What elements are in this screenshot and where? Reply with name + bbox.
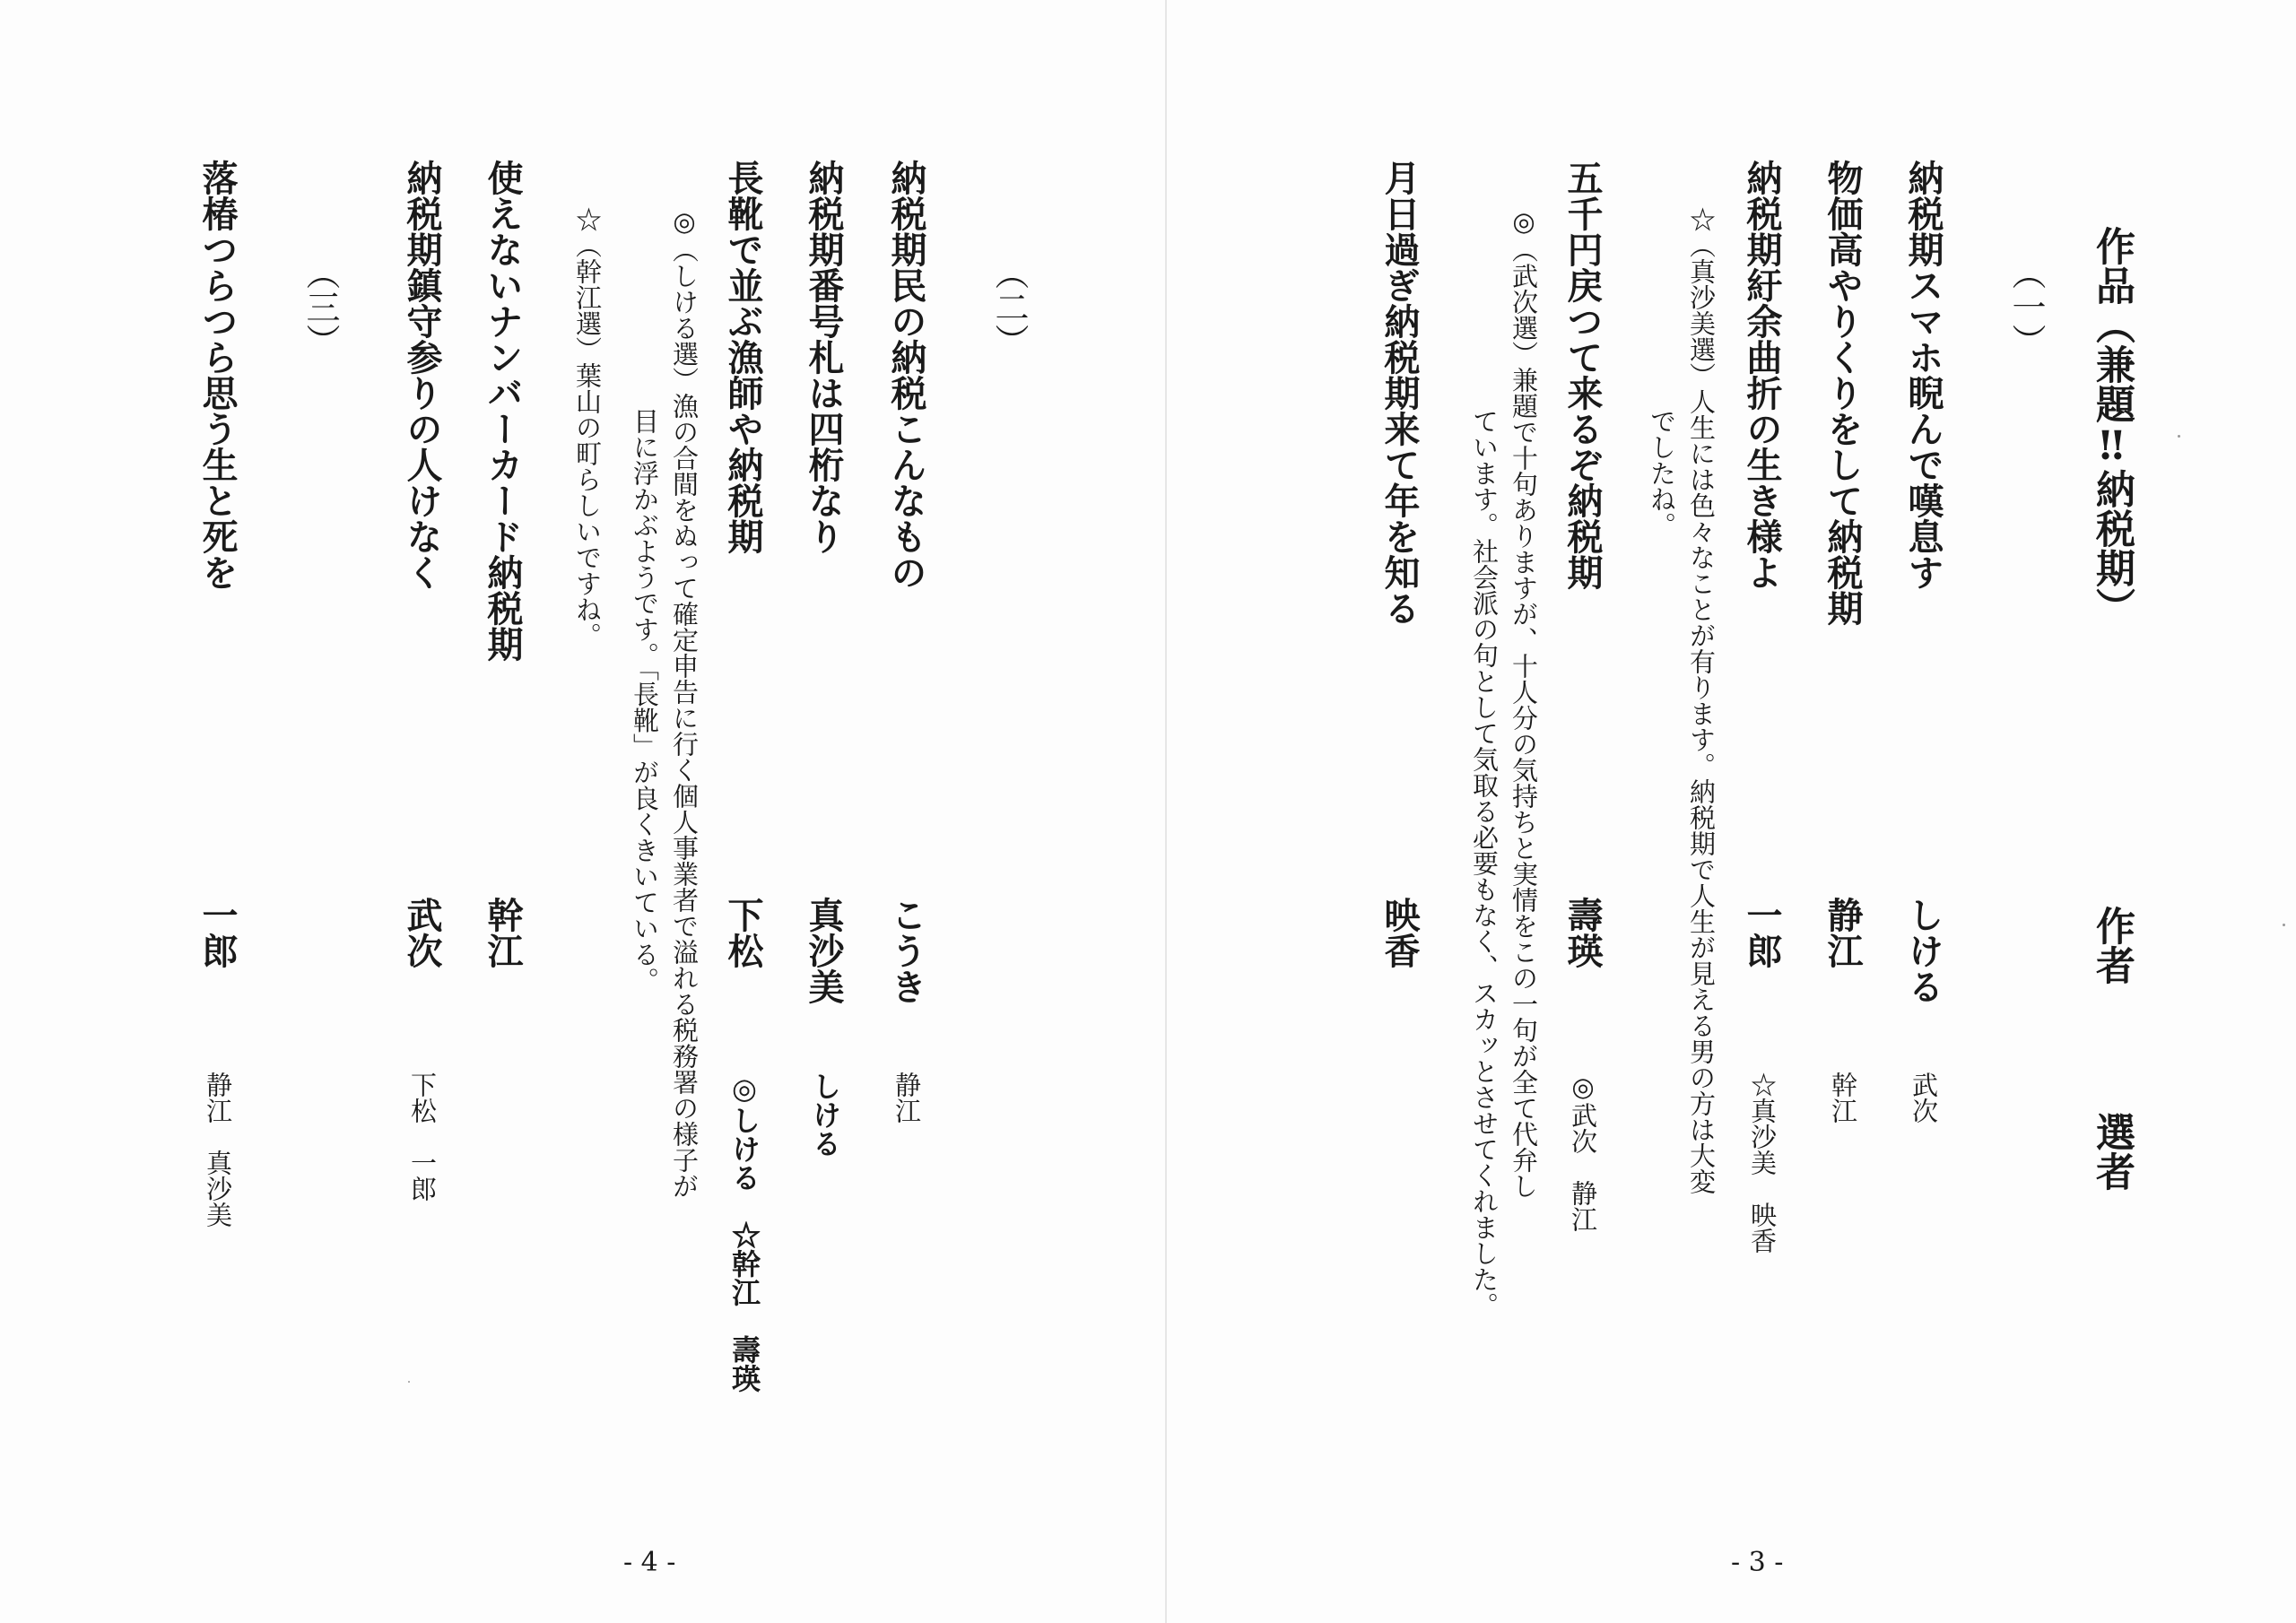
haiku: 使えないナンバーカード納税期 (482, 160, 524, 662)
author-name: 壽瑛 (1561, 897, 1604, 968)
selector-names: 幹江 (1828, 1072, 1858, 1124)
author-name: 下松 (722, 897, 764, 968)
scan-speck (2283, 924, 2285, 926)
selector-comment-line: でしたね。 (1647, 408, 1677, 538)
header-author: 作者 (2089, 906, 2135, 985)
selector-comment-line: ◎（しける選）漁の合間をぬって確定申告に行く個人事業者で溢れる税務署の様子が (669, 206, 700, 1199)
haiku: 納税期紆余曲折の生き様よ (1741, 160, 1783, 590)
author-name: 一郎 (196, 897, 239, 968)
selector-names: ☆真沙美 映香 (1747, 1072, 1778, 1254)
author-name: 真沙美 (803, 897, 845, 1004)
haiku: 納税期スマホ睨んで嘆息す (1902, 160, 1944, 590)
haiku: 月日過ぎ納税期来て年を知る (1378, 160, 1421, 626)
author-name: 一郎 (1741, 897, 1783, 968)
page-fold-divider (1165, 0, 1167, 1623)
selector-names: ◎武次 静江 (1568, 1072, 1598, 1232)
haiku: 納税期鎮守参りの人けなく (401, 160, 443, 590)
selector-comment-line: 目に浮かぶようです。「長靴」が良くきいている。 (630, 408, 660, 994)
haiku: 落椿つらつら思う生と死を (196, 160, 239, 590)
page-title: 作品（兼題‼納税期） (2089, 226, 2135, 627)
author-name: 静江 (1822, 897, 1864, 968)
haiku: 納税期民の納税こんなもの (885, 160, 927, 590)
header-selector: 選者 (2089, 1112, 2135, 1191)
scan-speck (408, 1381, 410, 1383)
page-number: - 3 - (1731, 1547, 1784, 1578)
haiku: 物価高やりくりをして納税期 (1822, 160, 1864, 626)
scan-speck (2178, 435, 2180, 438)
selector-names: 静江 (891, 1072, 922, 1124)
selector-comment-line: ◎（武次選）兼題で十句ありますが、十人分の気持ちと実情をこの一句が全て代弁し (1509, 206, 1539, 1199)
selector-names: 静江 真沙美 (203, 1072, 233, 1228)
author-name: 幹江 (482, 897, 524, 968)
selector-names: ◎しける ☆幹江 壽瑛 (727, 1072, 761, 1393)
section-heading-3: （三） (300, 256, 340, 358)
selector-names: しける (808, 1072, 842, 1158)
selector-names: 武次 (1909, 1072, 1939, 1124)
selector-comment-line: ています。社会派の句として気取る必要もなく、スカッとさせてくれました。 (1469, 408, 1500, 1318)
page-number: - 4 - (623, 1547, 676, 1578)
author-name: 映香 (1378, 897, 1421, 968)
author-name: 武次 (401, 897, 443, 968)
section-heading-2: （二） (989, 256, 1029, 358)
author-name: こうき (885, 897, 927, 1004)
haiku: 長靴で並ぶ漁師や納税期 (722, 160, 764, 554)
selector-comment-line: ☆（真沙美選）人生には色々なことが有ります。納税期で人生が見える男の方は大変 (1686, 206, 1717, 1194)
author-name: しける (1902, 897, 1944, 1004)
haiku: 納税期番号札は四桁なり (803, 160, 845, 554)
selector-names: 下松 一郎 (407, 1072, 438, 1202)
selector-comment-line: ☆（幹江選）葉山の町らしいですね。 (572, 206, 603, 648)
section-heading-1: （一） (2006, 256, 2046, 358)
haiku: 五千円戻つて来るぞ納税期 (1561, 160, 1604, 590)
